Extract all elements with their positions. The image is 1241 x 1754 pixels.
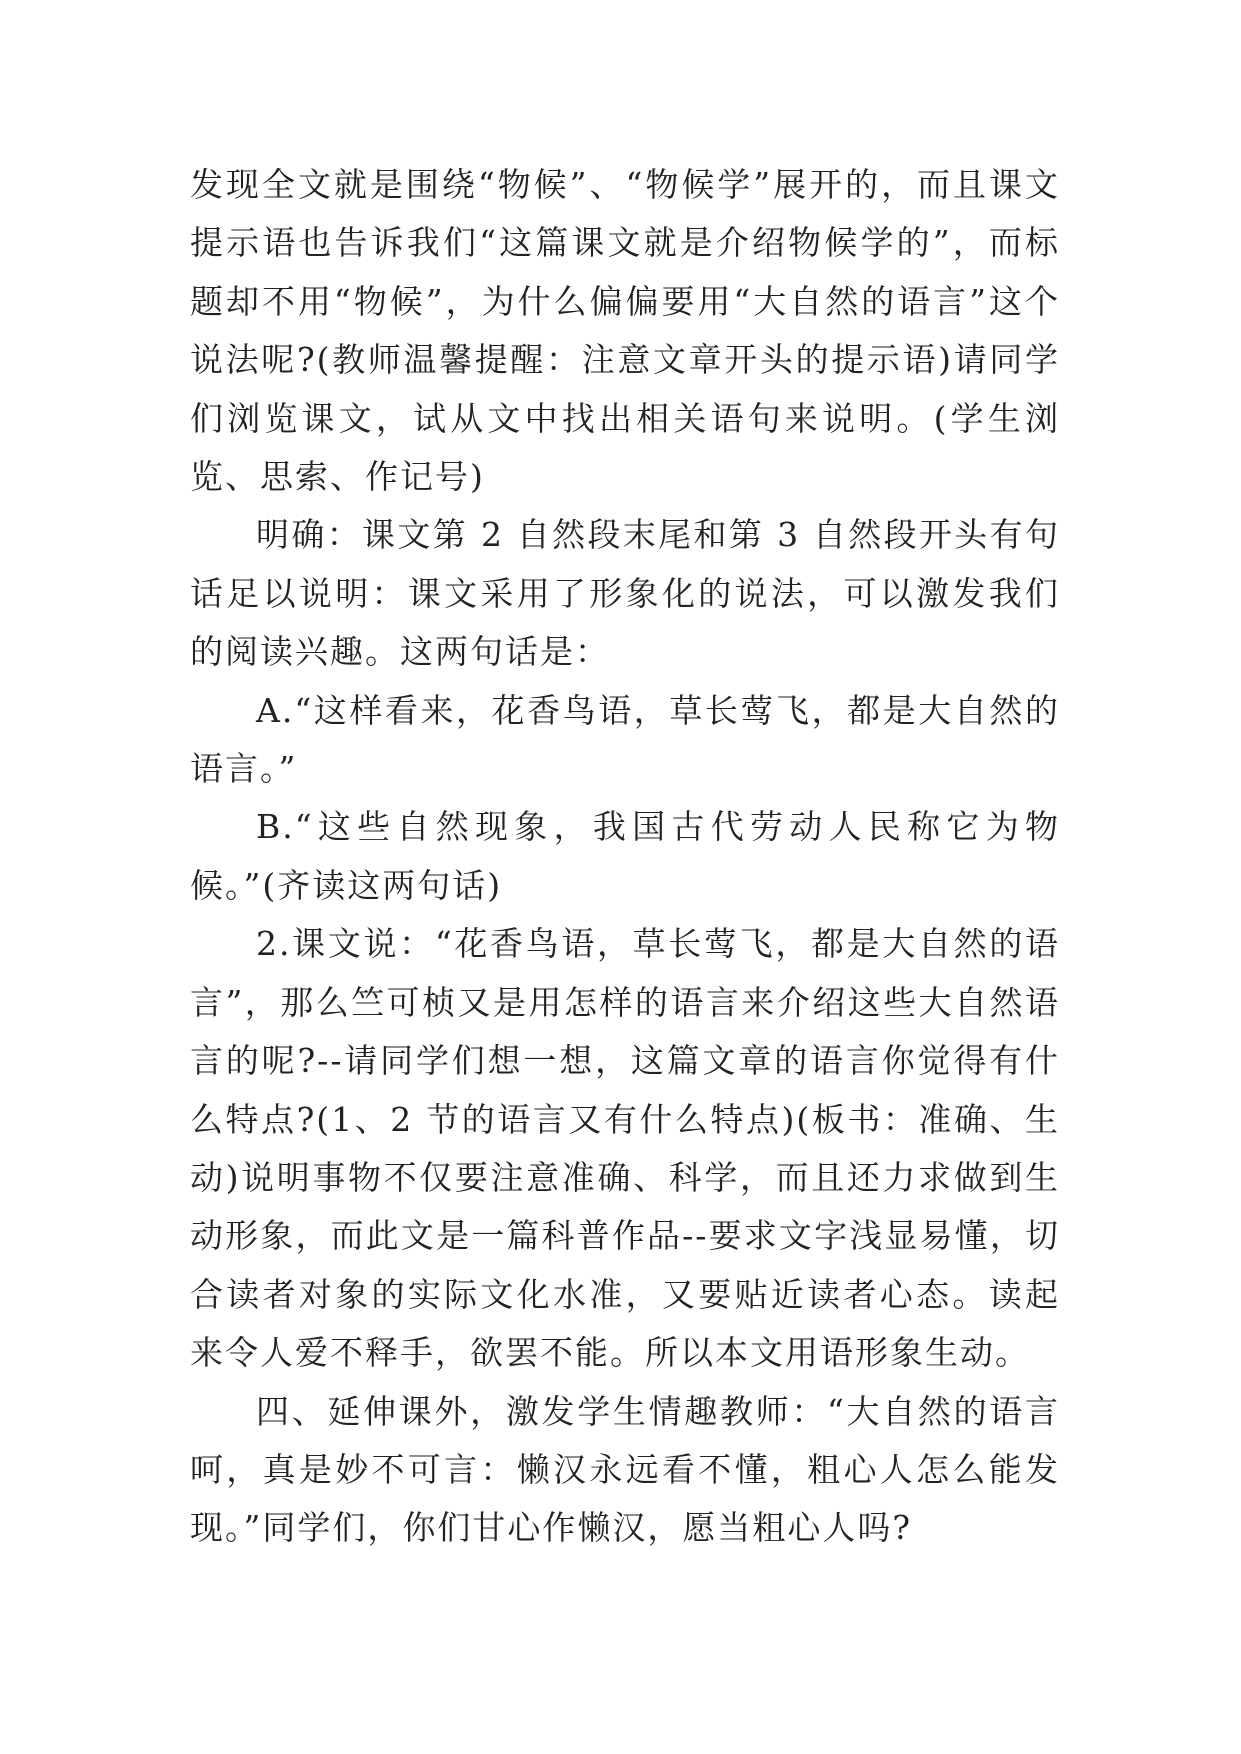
paragraph-quote-a: A.“这样看来，花香鸟语，草长莺飞，都是大自然的语言。” — [190, 690, 1060, 789]
paragraph-answer: 明确：课文第 2 自然段末尾和第 3 自然段开头有句话足以说明：课文采用了形象化的说法，可以激发我们的阅读兴趣。这两句话是： — [190, 515, 1060, 672]
paragraph-extension: 四、延伸课外，激发学生情趣教师：“大自然的语言呵，真是妙不可言：懒汉永远看不懂，粗心人怎么能发现。”同学们，你们甘心作懒汉，愿当粗心人吗? — [190, 1391, 1060, 1548]
paragraph-intro-question: 发现全文就是围绕“物候”、“物候学”展开的，而且课文提示语也告诉我们“这篇课文就是介绍物候学的”，而标题却不用“物候”，为什么偏偏要用“大自然的语言”这个说法呢?(教师温馨提醒：注意文章开头的提示语)请同学们浏览课文，试从文中找出相关语句来说明。(学生浏览、思索、作记号) — [190, 165, 1060, 497]
paragraph-quote-b: B.“这些自然现象，我国古代劳动人民称它为物候。”(齐读这两句话) — [190, 807, 1060, 905]
document-body — [190, 156, 1060, 1558]
paragraph-language-discussion: 2.课文说：“花香鸟语，草长莺飞，都是大自然的语言”，那么竺可桢又是用怎样的语言来介绍这些大自然语言的呢?--请同学们想一想，这篇文章的语言你觉得有什么特点?(1、2 节的语言又有什么特点)(板书：准确、生动)说明事物不仅要注意准确、科学，而且还力求做到生动形象，而此文是一篇科普作品--要求文字浅显易懂，切合读者对象的实际文化水准，又要贴近读者心态。读起来令人爱不释手，欲罢不能。所以本文用语形象生动。 — [190, 924, 1060, 1373]
